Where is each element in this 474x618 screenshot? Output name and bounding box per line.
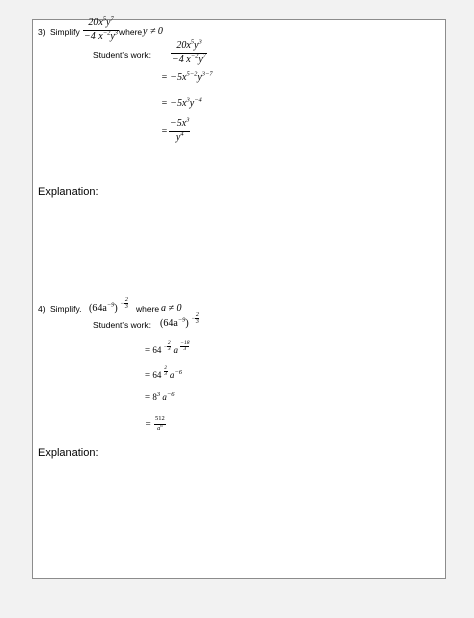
problem-3-expression: $20x^5y^7$ −4 $x^{-2}y^3$ [84,15,119,42]
problem-4-student-work-label: Student’s work: [93,320,151,330]
problem-4-step-2: = 64 $^{- \frac{2}{3}}$ a $^{\frac{-18}{3}}$ [145,339,190,355]
problem-3-condition: y ≠ 0 [143,26,163,37]
problem-3-step-1: $20x^5y^3$ −4 $x^{-2}y^7$ [172,38,207,65]
problem-4-step-3: = 64 $^{\frac{2}{3}}$ $a^{-6}$ [145,364,182,380]
problem-4-explanation-heading: Explanation: [38,447,99,459]
problem-3-explanation-heading: Explanation: [38,186,99,198]
problem-3-number: 3) [38,27,46,37]
problem-3-step-3: = $-5x^3y^{-4}$ [161,96,202,109]
problem-4-where: where [136,304,160,314]
worksheet-page [32,15,446,579]
problem-3-instruction: Simplify [50,27,80,37]
problem-3-step-2: = $-5x^{5-2}y^{3-7}$ [161,70,213,83]
problem-4-step-1: $(64a^{-9})$ $^{- \frac{2}{3}}$ [160,312,199,329]
problem-4-step-5-equals: = [145,419,152,429]
problem-4-expression: $(64a^{-9})$ $^{- \frac{2}{3}}$ [89,297,128,314]
problem-4-condition: a ≠ 0 [161,303,182,314]
problem-4-step-5: 512 $a^6$ [155,415,165,432]
problem-4-step-4: = $8^3$ $a^{-6}$ [145,391,175,402]
problem-3-student-work-label: Student’s work: [93,50,151,60]
problem-4-instruction: Simplify. [50,304,82,314]
problem-3-step-4-equals: = [161,126,168,137]
problem-3-where: where [119,27,143,37]
problem-4-number: 4) [38,304,46,314]
problem-3-step-4: $-5x^3$ $y^4$ [170,116,190,143]
